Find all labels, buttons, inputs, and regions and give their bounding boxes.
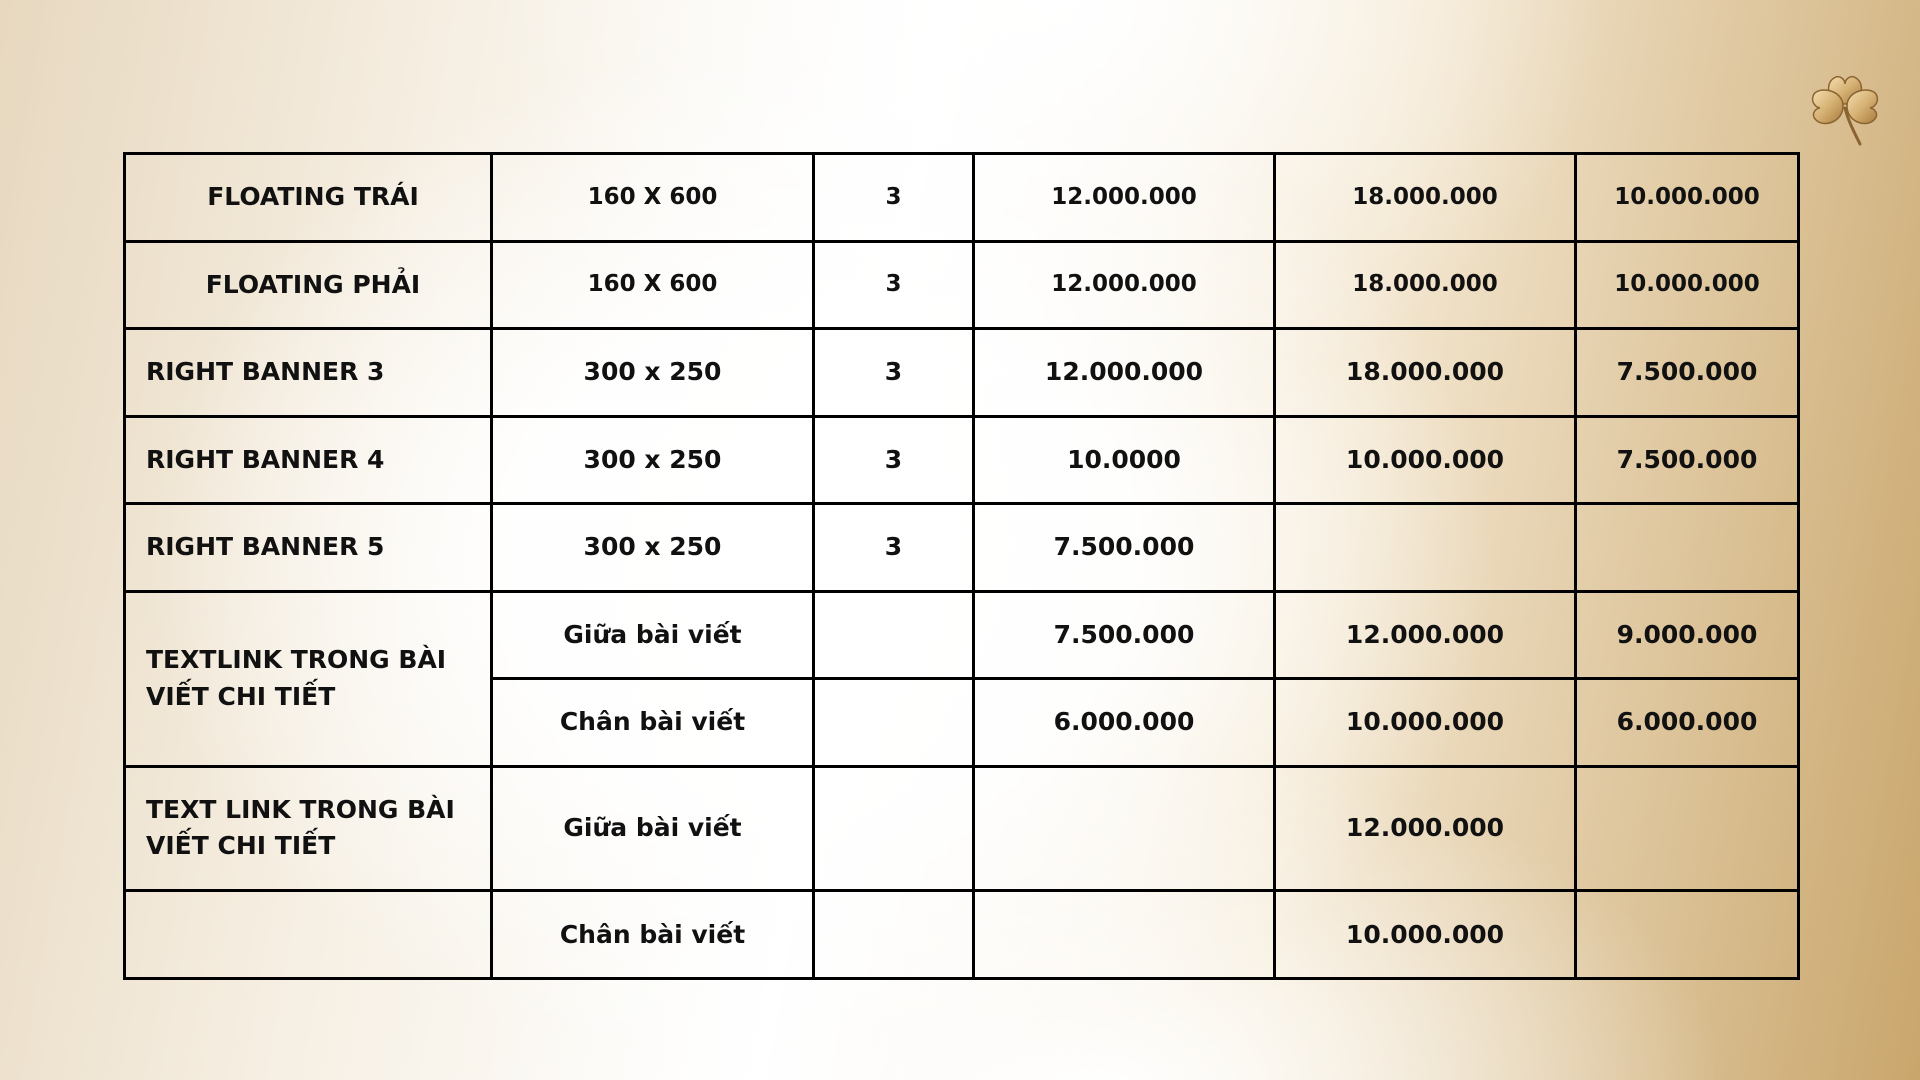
price-cell: 9.000.000 <box>1576 591 1799 679</box>
quantity-cell <box>814 766 974 891</box>
size-cell: 300 x 250 <box>492 416 814 504</box>
quantity-cell: 3 <box>814 154 974 242</box>
table-row <box>125 416 1799 504</box>
size-cell: 160 X 600 <box>492 154 814 242</box>
position-cell: RIGHT BANNER 5 <box>125 504 492 592</box>
price-cell: 10.000.000 <box>1275 891 1576 979</box>
quantity-cell: 3 <box>814 329 974 417</box>
quantity-cell: 3 <box>814 416 974 504</box>
price-cell: 7.500.000 <box>974 591 1275 679</box>
price-cell <box>974 891 1275 979</box>
table-row <box>125 329 1799 417</box>
price-cell <box>1576 504 1799 592</box>
placement-cell: Giữa bài viết <box>492 766 814 891</box>
size-cell: 300 x 250 <box>492 504 814 592</box>
position-cell <box>125 891 492 979</box>
quantity-cell: 3 <box>814 504 974 592</box>
price-cell: 10.0000 <box>974 416 1275 504</box>
placement-cell: Chân bài viết <box>492 679 814 767</box>
table-row <box>125 504 1799 592</box>
placement-cell: Chân bài viết <box>492 891 814 979</box>
table-row <box>125 154 1799 242</box>
price-cell: 18.000.000 <box>1275 241 1576 329</box>
position-cell: FLOATING TRÁI <box>125 154 492 242</box>
price-cell <box>1576 891 1799 979</box>
size-cell: 300 x 250 <box>492 329 814 417</box>
price-cell: 12.000.000 <box>974 154 1275 242</box>
position-cell: TEXTLINK TRONG BÀI VIẾT CHI TIẾT <box>125 591 492 766</box>
price-cell: 6.000.000 <box>1576 679 1799 767</box>
price-cell <box>974 766 1275 891</box>
table-row <box>125 591 1799 679</box>
price-cell <box>1275 504 1576 592</box>
price-cell: 10.000.000 <box>1275 416 1576 504</box>
price-cell: 18.000.000 <box>1275 329 1576 417</box>
quantity-cell: 3 <box>814 241 974 329</box>
price-cell: 12.000.000 <box>974 241 1275 329</box>
pricing-table <box>123 152 1800 980</box>
price-cell: 10.000.000 <box>1576 241 1799 329</box>
price-cell: 12.000.000 <box>1275 591 1576 679</box>
price-cell <box>1576 766 1799 891</box>
quantity-cell <box>814 679 974 767</box>
price-cell: 6.000.000 <box>974 679 1275 767</box>
price-cell: 12.000.000 <box>974 329 1275 417</box>
price-cell: 12.000.000 <box>1275 766 1576 891</box>
price-cell: 10.000.000 <box>1576 154 1799 242</box>
placement-cell: Giữa bài viết <box>492 591 814 679</box>
price-cell: 10.000.000 <box>1275 679 1576 767</box>
position-cell: RIGHT BANNER 3 <box>125 329 492 417</box>
table-row <box>125 766 1799 891</box>
price-cell: 7.500.000 <box>974 504 1275 592</box>
price-cell: 7.500.000 <box>1576 416 1799 504</box>
quantity-cell <box>814 891 974 979</box>
price-cell: 7.500.000 <box>1576 329 1799 417</box>
table-row <box>125 241 1799 329</box>
price-cell: 18.000.000 <box>1275 154 1576 242</box>
table-row <box>125 891 1799 979</box>
clover-logo-icon <box>1798 64 1892 148</box>
position-cell: TEXT LINK TRONG BÀI VIẾT CHI TIẾT <box>125 766 492 891</box>
position-cell: RIGHT BANNER 4 <box>125 416 492 504</box>
position-cell: FLOATING PHẢI <box>125 241 492 329</box>
quantity-cell <box>814 591 974 679</box>
size-cell: 160 X 600 <box>492 241 814 329</box>
